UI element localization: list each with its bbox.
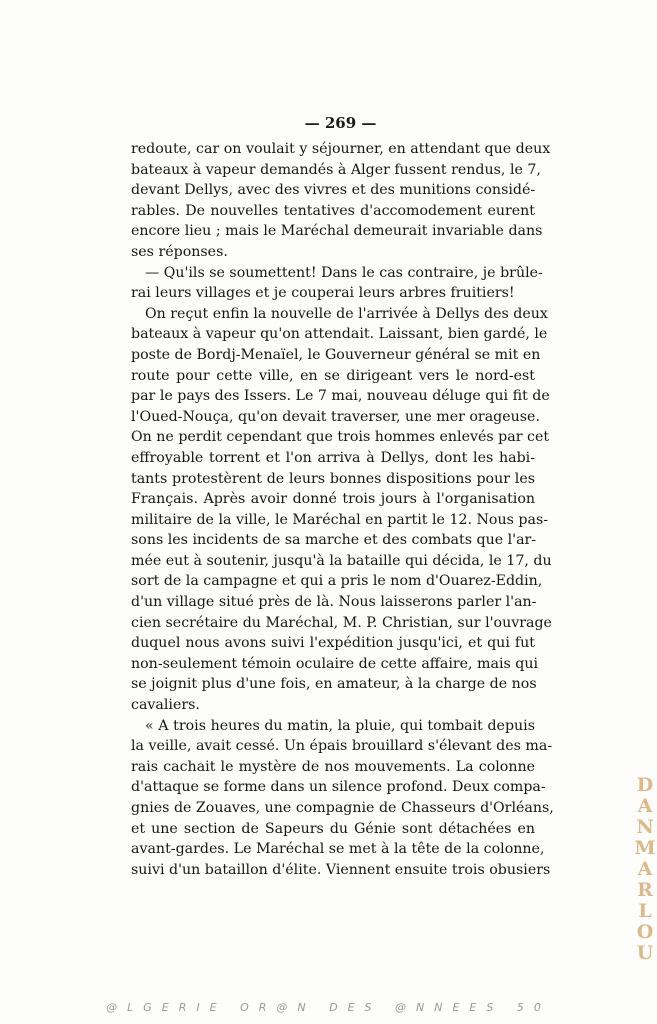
- text-line: et une section de Sapeurs du Génie sont détachées en: [131, 820, 535, 837]
- text-line: On ne perdit cependant que trois hommes enlevés par cet: [131, 429, 550, 446]
- body-text: [131, 139, 554, 880]
- text-line: non-seulement témoin oculaire de cette affaire, mais qui: [131, 655, 539, 672]
- text-line: encore lieu ; mais le Maréchal demeurait invariable dans: [131, 223, 543, 240]
- text-line: mée eut à soutenir, jusqu'à la bataille qui décida, le 17, du: [131, 552, 552, 569]
- watermark-letter: L: [638, 900, 652, 922]
- text-line: rais cachait le mystère de nos mouvements. La colonne: [131, 758, 535, 775]
- text-line: cavaliers.: [131, 697, 200, 714]
- watermark-letter: A: [637, 858, 653, 880]
- text-line: Français. Après avoir donné trois jours à l'organisation: [131, 491, 535, 508]
- text-line: la veille, avait cessé. Un épais brouillard s'élevant des ma-: [131, 738, 553, 755]
- text-line: effroyable torrent et l'on arriva à Dellys, dont les habi-: [131, 449, 535, 466]
- watermark-letter: M: [634, 837, 656, 859]
- text-line: bateaux à vapeur qu'on attendait. Laissant, bien gardé, le: [131, 326, 548, 343]
- watermark-letter: N: [636, 816, 654, 838]
- watermark-letter: A: [637, 795, 653, 817]
- watermark-letter: D: [636, 774, 654, 796]
- text-line: sons les incidents de sa marche et des combats que l'ar-: [131, 532, 537, 549]
- text-line: duquel nous avons suivi l'expédition jusqu'ici, et qui fut: [131, 635, 535, 652]
- text-line: « A trois heures du matin, la pluie, qui tombait depuis: [145, 717, 535, 734]
- text-line: d'un village situé près de là. Nous laisserons parler l'an-: [131, 594, 537, 611]
- vertical-watermark: [634, 775, 656, 964]
- text-line: l'Oued-Nouça, qu'on devait traverser, une mer orageuse.: [131, 408, 540, 425]
- text-line: avant-gardes. Le Maréchal se met à la tête de la colonne,: [131, 841, 545, 858]
- text-line: ses réponses.: [131, 243, 228, 260]
- bottom-watermark: @LGERIE OR@N DES @NNEES 50: [106, 1001, 551, 1014]
- text-line: suivi d'un bataillon d'élite. Viennent ensuite trois obusiers: [131, 861, 551, 878]
- watermark-letter: U: [636, 942, 654, 964]
- watermark-letter: O: [636, 921, 654, 943]
- text-line: rai leurs villages et je couperai leurs arbres fruitiers!: [131, 285, 515, 302]
- text-line: d'attaque se forme dans un silence profond. Deux compa-: [131, 779, 546, 796]
- text-line: par le pays des Issers. Le 7 mai, nouveau déluge qui fit de: [131, 388, 550, 405]
- text-line: poste de Bordj-Menaïel, le Gouverneur général se mit en: [131, 346, 541, 363]
- watermark-letter: R: [637, 879, 653, 901]
- text-line: devant Dellys, avec des vivres et des munitions considé-: [131, 182, 536, 199]
- text-line: On reçut enfin la nouvelle de l'arrivée à Dellys des deux: [145, 305, 548, 322]
- text-line: — Qu'ils se soumettent! Dans le cas contraire, je brûle-: [145, 264, 543, 281]
- text-line: se joignit plus d'une fois, en amateur, à la charge de nos: [131, 676, 537, 693]
- page-number: — 269 —: [304, 114, 377, 132]
- text-line: gnies de Zouaves, une compagnie de Chasseurs d'Orléans,: [131, 800, 554, 816]
- text-line: sort de la campagne et qui a pris le nom d'Ouarez-Eddin,: [131, 573, 543, 590]
- text-line: cien secrétaire du Maréchal, M. P. Christian, sur l'ouvrage: [131, 614, 552, 631]
- text-line: redoute, car on voulait y séjourner, en attendant que deux: [131, 141, 551, 157]
- text-line: bateaux à vapeur demandés à Alger fussent rendus, le 7,: [131, 161, 541, 178]
- text-line: rables. De nouvelles tentatives d'accomodement eurent: [131, 202, 535, 219]
- text-line: route pour cette ville, en se dirigeant vers le nord-est: [131, 367, 535, 384]
- text-line: tants protestèrent de leurs bonnes dispositions pour les: [131, 470, 535, 487]
- text-line: militaire de la ville, le Maréchal en partit le 12. Nous pas-: [131, 511, 549, 528]
